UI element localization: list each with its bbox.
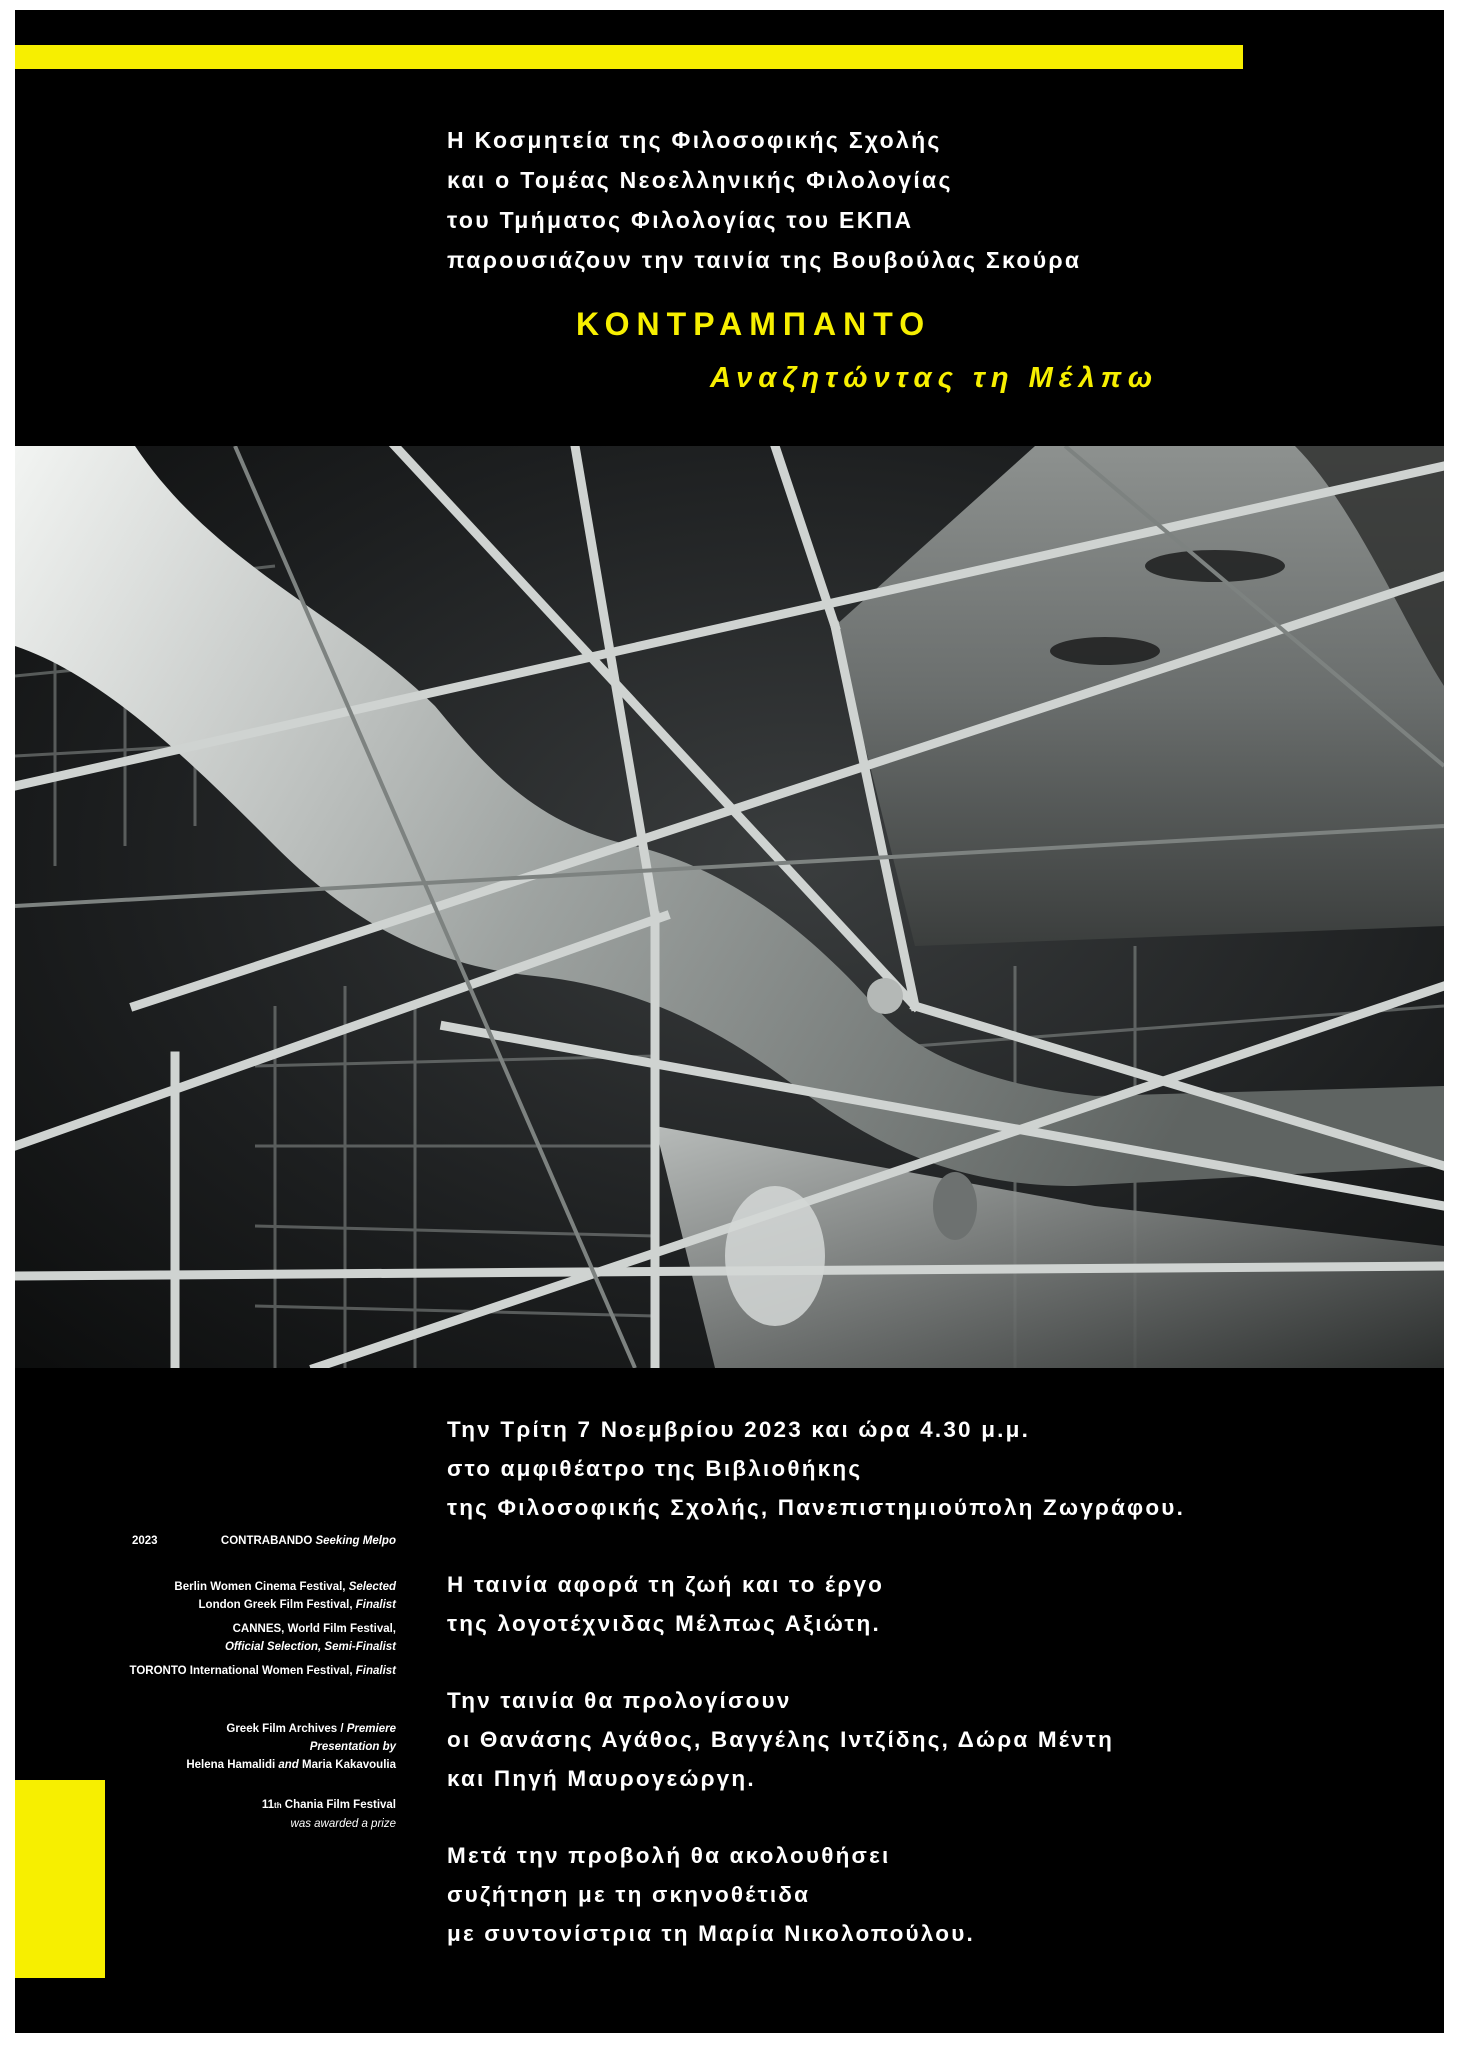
award-result: Selected xyxy=(348,1581,396,1593)
presenter-line: παρουσιάζουν την ταινία της Βουβούλας Σκούρα xyxy=(447,247,1082,273)
presenter-line: του Τμήματος Φιλολογίας του ΕΚΠΑ xyxy=(447,207,914,233)
award-chania-number: 11 xyxy=(261,1799,275,1811)
event-line: Την Τρίτη 7 Νοεμβρίου 2023 και ώρα 4.30 μ.μ. xyxy=(447,1417,1031,1442)
award-result: Finalist xyxy=(355,1599,396,1611)
award-group-toronto xyxy=(36,1662,396,1680)
event-introduction xyxy=(447,1681,1185,1798)
event-line: της λογοτέχνιδας Μέλπως Αξιώτη. xyxy=(447,1611,881,1636)
award-group-festivals xyxy=(36,1578,396,1614)
event-when-where xyxy=(447,1410,1185,1527)
event-about xyxy=(447,1565,1185,1643)
poster xyxy=(15,10,1444,2033)
award-result: Finalist xyxy=(355,1665,396,1677)
film-subtitle: Αναζητώντας τη Μέλπω xyxy=(710,362,1159,394)
presenter-line: και ο Τομέας Νεοελληνικής Φιλολογίας xyxy=(447,167,953,193)
event-line: και Πηγή Μαυρογεώργη. xyxy=(447,1766,756,1791)
award-name: Chania Film Festival xyxy=(284,1799,396,1811)
event-line: Η ταινία αφορά τη ζωή και το έργο xyxy=(447,1572,885,1597)
presenter-line: Η Κοσμητεία της Φιλοσοφικής Σχολής xyxy=(447,127,942,153)
award-name: TORONTO International Women Festival, xyxy=(129,1665,353,1677)
award-group-archives xyxy=(36,1720,396,1774)
award-group-cannes xyxy=(36,1620,396,1656)
award-film-heading xyxy=(36,1532,396,1550)
top-accent-bar xyxy=(15,45,1243,69)
award-name: London Greek Film Festival, xyxy=(198,1599,353,1611)
award-year: 2023 xyxy=(132,1535,158,1547)
award-presenter: Helena Hamalidi xyxy=(186,1759,276,1771)
event-line: Την ταινία θα προλογίσουν xyxy=(447,1688,792,1713)
award-film-title: CONTRABANDO xyxy=(220,1535,313,1547)
film-still-photo xyxy=(15,446,1444,1368)
event-line: με συντονίστρια τη Μαρία Νικολοπούλου. xyxy=(447,1921,975,1946)
bottom-accent-box xyxy=(15,1780,105,1978)
award-chania-suffix: th xyxy=(274,1801,282,1810)
award-name: CANNES, World Film Festival, xyxy=(232,1623,396,1635)
award-presenter-and: and xyxy=(278,1759,299,1771)
event-line: της Φιλοσοφικής Σχολής, Πανεπιστημιούπολη Ζωγράφου. xyxy=(447,1495,1186,1520)
award-film-subtitle: Seeking Melpo xyxy=(315,1535,396,1547)
event-line: Μετά την προβολή θα ακολουθήσει xyxy=(447,1843,891,1868)
award-presentation-label: Presentation by xyxy=(309,1741,396,1753)
event-details xyxy=(447,1410,1185,1991)
event-line: στο αμφιθέατρο της Βιβλιοθήκης xyxy=(447,1456,863,1481)
award-name: Greek Film Archives / xyxy=(226,1723,344,1735)
presenters-block xyxy=(447,120,1081,280)
award-result: Premiere xyxy=(346,1723,396,1735)
award-result: Official Selection, Semi-Finalist xyxy=(224,1641,396,1653)
event-line: οι Θανάσης Αγάθος, Βαγγέλης Ιντζίδης, Δώρα Μέντη xyxy=(447,1727,1115,1752)
award-result: was awarded a prize xyxy=(290,1818,396,1830)
event-line: συζήτηση με τη σκηνοθέτιδα xyxy=(447,1882,811,1907)
award-presenter: Maria Kakavoulia xyxy=(302,1759,396,1771)
event-discussion xyxy=(447,1836,1185,1953)
award-name: Berlin Women Cinema Festival, xyxy=(174,1581,346,1593)
film-title: ΚΟΝΤΡΑΜΠΑΝΤΟ xyxy=(576,306,932,342)
